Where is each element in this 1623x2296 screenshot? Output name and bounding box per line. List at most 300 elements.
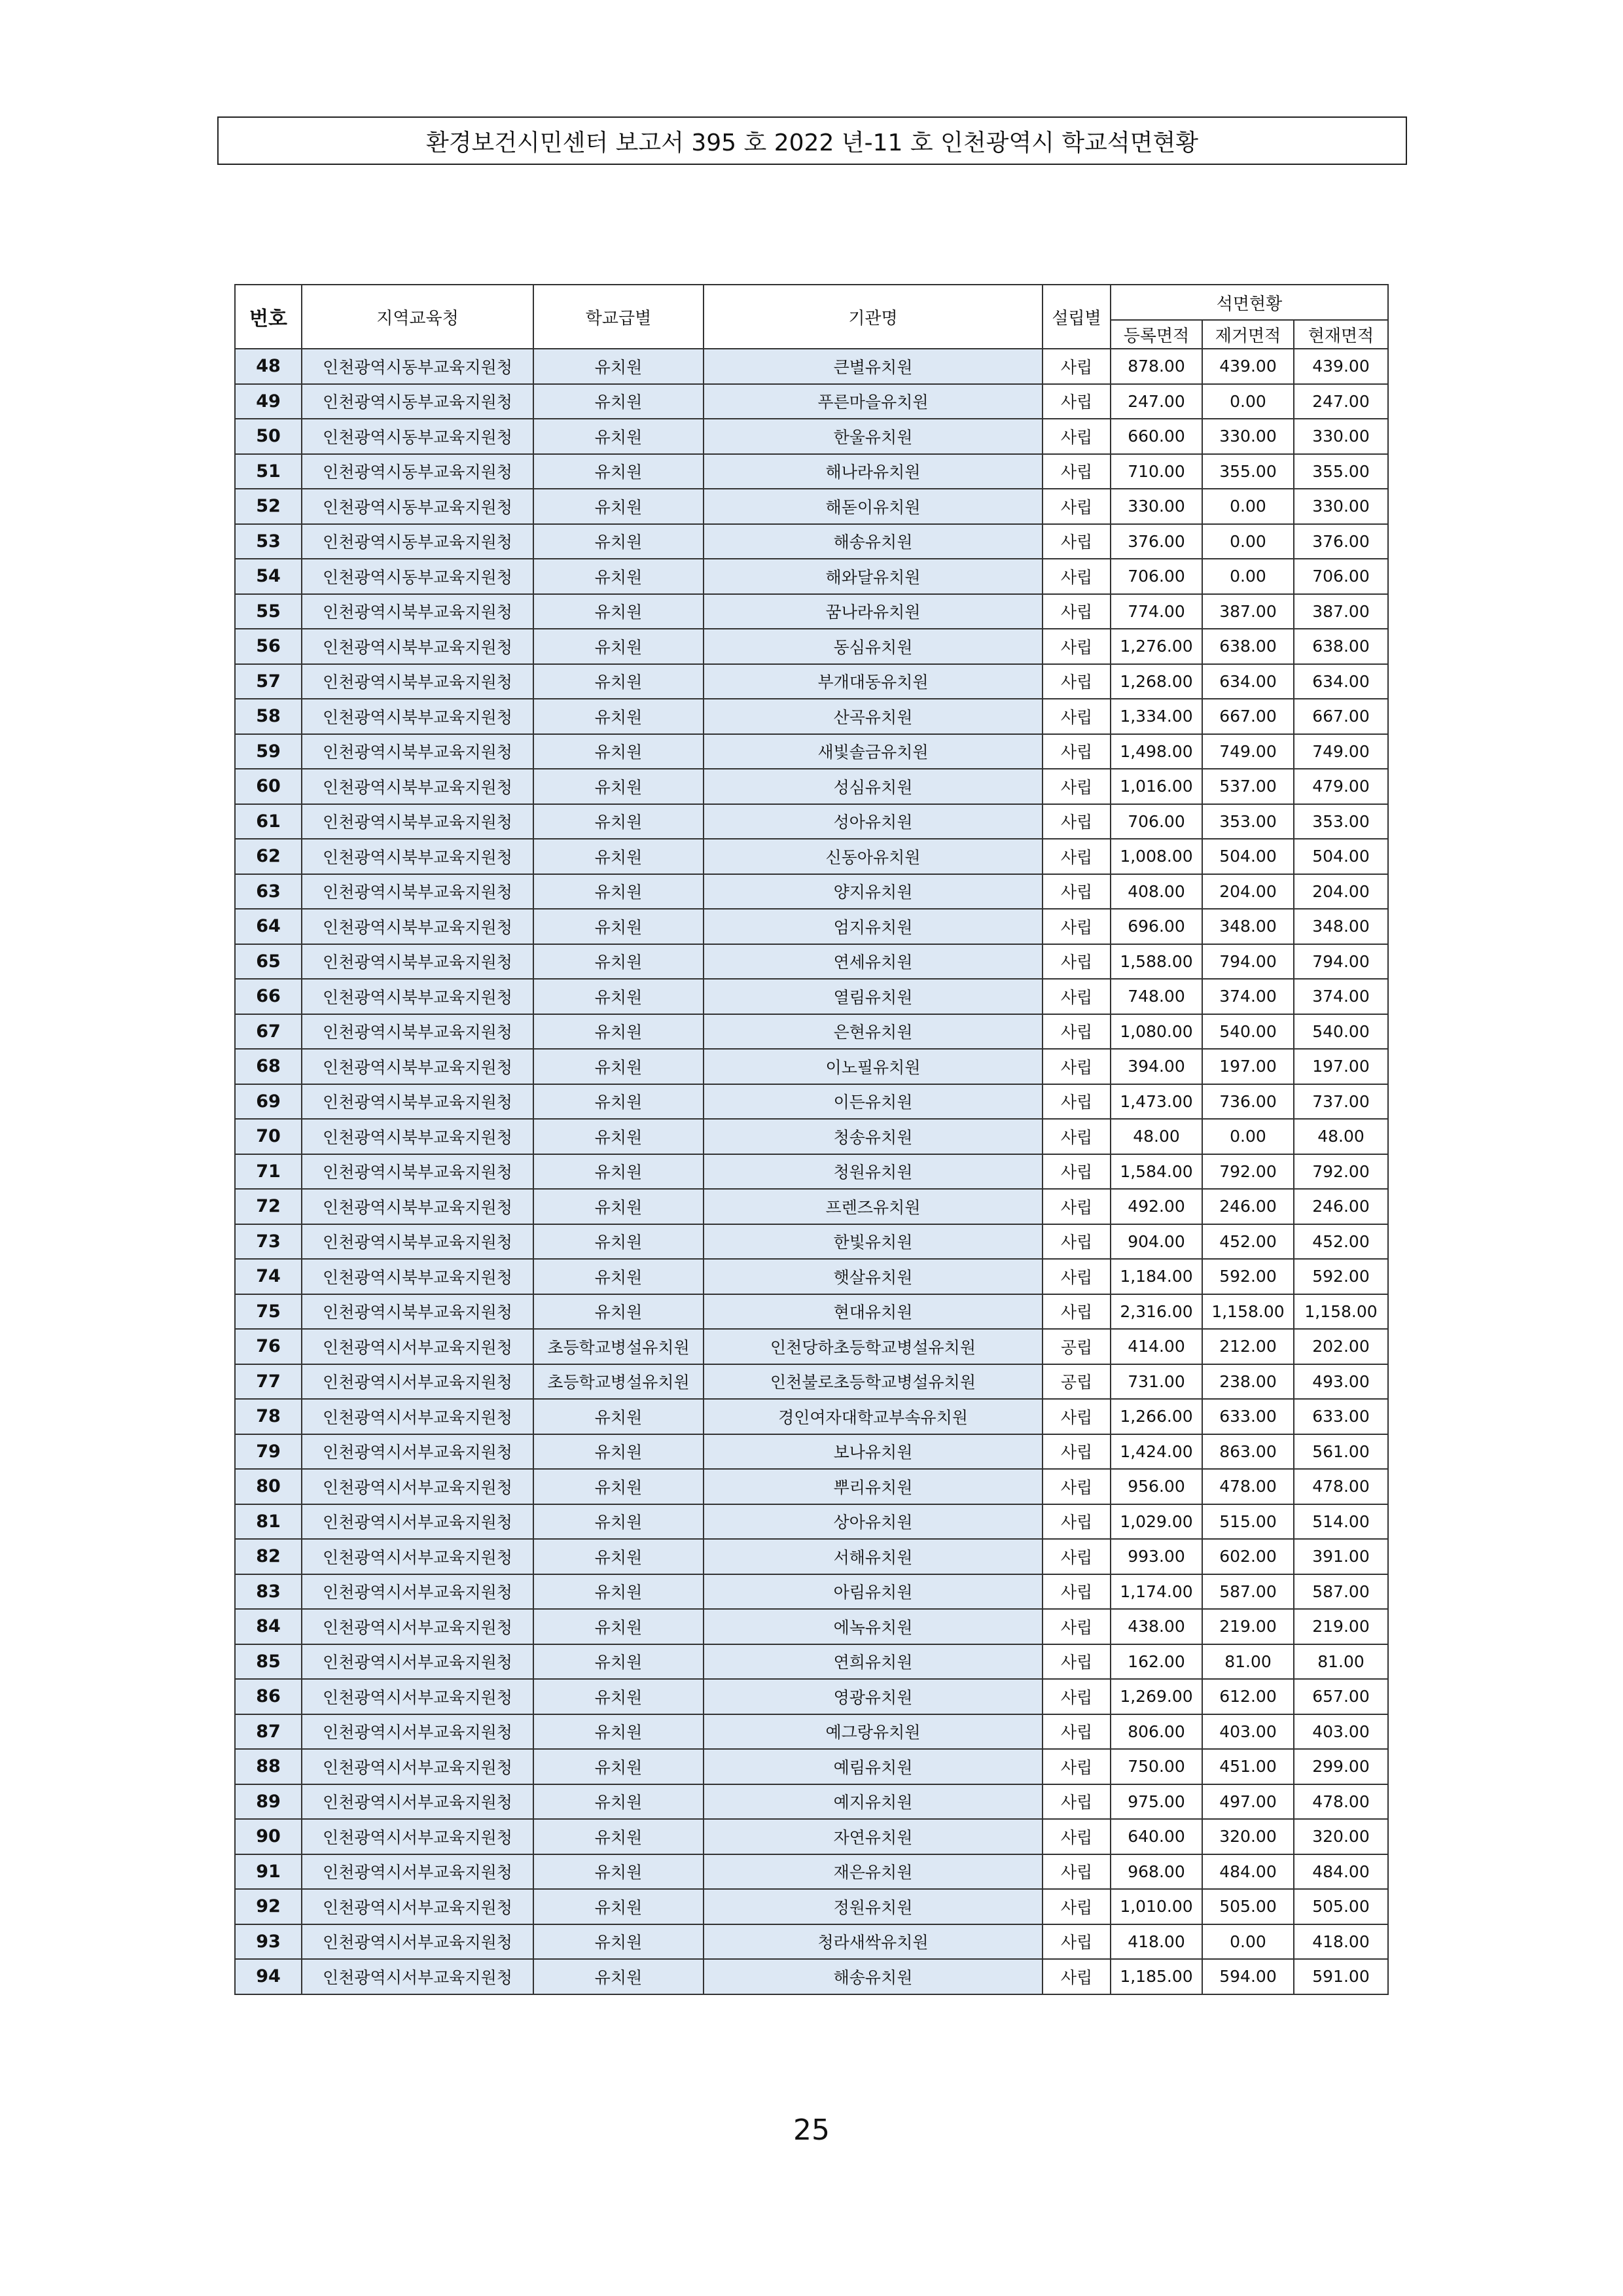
row-region: 인천광역시서부교육지원청 — [302, 1924, 533, 1960]
row-number: 74 — [235, 1259, 302, 1294]
row-number: 69 — [235, 1084, 302, 1120]
row-number: 88 — [235, 1749, 302, 1784]
row-region: 인천광역시북부교육지원청 — [302, 664, 533, 699]
row-removed-area: 638.00 — [1202, 629, 1294, 664]
row-removed-area: 515.00 — [1202, 1504, 1294, 1540]
row-registered-area: 993.00 — [1111, 1539, 1202, 1574]
row-school-type: 유치원 — [533, 349, 704, 384]
row-region: 인천광역시북부교육지원청 — [302, 1294, 533, 1330]
row-number: 62 — [235, 839, 302, 874]
table-row — [235, 1434, 1388, 1470]
row-school-type: 유치원 — [533, 979, 704, 1014]
table-row — [235, 1609, 1388, 1644]
row-region: 인천광역시북부교육지원청 — [302, 1224, 533, 1260]
row-number: 73 — [235, 1224, 302, 1260]
row-region: 인천광역시서부교육지원청 — [302, 1504, 533, 1540]
row-number: 63 — [235, 874, 302, 910]
row-establishment: 사립 — [1043, 1609, 1111, 1644]
row-registered-area: 748.00 — [1111, 979, 1202, 1014]
table-row — [235, 1784, 1388, 1820]
row-school-type: 유치원 — [533, 384, 704, 419]
row-region: 인천광역시서부교육지원청 — [302, 1469, 533, 1504]
table-row — [235, 454, 1388, 489]
row-current-area: 219.00 — [1294, 1609, 1388, 1644]
row-registered-area: 904.00 — [1111, 1224, 1202, 1260]
row-current-area: 348.00 — [1294, 909, 1388, 944]
row-establishment: 사립 — [1043, 664, 1111, 699]
row-school-type: 유치원 — [533, 1294, 704, 1330]
row-removed-area: 81.00 — [1202, 1644, 1294, 1680]
row-school-type: 유치원 — [533, 1959, 704, 1994]
row-school-type: 유치원 — [533, 734, 704, 769]
row-current-area: 592.00 — [1294, 1259, 1388, 1294]
col-header-establishment: 설립별 — [1043, 285, 1111, 349]
row-removed-area: 587.00 — [1202, 1574, 1294, 1610]
row-school-type: 유치원 — [533, 1224, 704, 1260]
row-region: 인천광역시서부교육지원청 — [302, 1574, 533, 1610]
row-school-type: 유치원 — [533, 524, 704, 559]
row-removed-area: 320.00 — [1202, 1819, 1294, 1854]
row-removed-area: 403.00 — [1202, 1714, 1294, 1750]
row-institution-name: 해송유치원 — [704, 524, 1043, 559]
table-row — [235, 1819, 1388, 1854]
row-current-area: 587.00 — [1294, 1574, 1388, 1610]
row-school-type: 유치원 — [533, 1434, 704, 1470]
row-establishment: 사립 — [1043, 1924, 1111, 1960]
row-current-area: 48.00 — [1294, 1119, 1388, 1154]
row-region: 인천광역시북부교육지원청 — [302, 769, 533, 804]
row-institution-name: 산곡유치원 — [704, 699, 1043, 734]
row-region: 인천광역시북부교육지원청 — [302, 629, 533, 664]
table-row — [235, 1469, 1388, 1504]
row-number: 58 — [235, 699, 302, 734]
row-establishment: 사립 — [1043, 489, 1111, 524]
table-row — [235, 1084, 1388, 1120]
row-institution-name: 엄지유치원 — [704, 909, 1043, 944]
row-establishment: 사립 — [1043, 1294, 1111, 1330]
row-institution-name: 큰별유치원 — [704, 349, 1043, 384]
row-registered-area: 878.00 — [1111, 349, 1202, 384]
row-region: 인천광역시동부교육지원청 — [302, 454, 533, 489]
row-establishment: 사립 — [1043, 1224, 1111, 1260]
row-institution-name: 프렌즈유치원 — [704, 1189, 1043, 1224]
row-number: 91 — [235, 1854, 302, 1890]
row-current-area: 706.00 — [1294, 559, 1388, 594]
row-registered-area: 1,473.00 — [1111, 1084, 1202, 1120]
row-establishment: 사립 — [1043, 1504, 1111, 1540]
row-registered-area: 806.00 — [1111, 1714, 1202, 1750]
table-row — [235, 1259, 1388, 1294]
row-number: 79 — [235, 1434, 302, 1470]
row-institution-name: 연희유치원 — [704, 1644, 1043, 1680]
row-removed-area: 667.00 — [1202, 699, 1294, 734]
row-number: 86 — [235, 1679, 302, 1714]
row-removed-area: 439.00 — [1202, 349, 1294, 384]
row-school-type: 유치원 — [533, 454, 704, 489]
col-header-removed-area: 제거면적 — [1202, 320, 1294, 349]
row-current-area: 330.00 — [1294, 489, 1388, 524]
row-institution-name: 꿈나라유치원 — [704, 594, 1043, 629]
row-removed-area: 749.00 — [1202, 734, 1294, 769]
row-institution-name: 예림유치원 — [704, 1749, 1043, 1784]
row-region: 인천광역시동부교육지원청 — [302, 524, 533, 559]
row-establishment: 사립 — [1043, 454, 1111, 489]
row-registered-area: 408.00 — [1111, 874, 1202, 910]
row-institution-name: 은현유치원 — [704, 1014, 1043, 1050]
row-current-area: 320.00 — [1294, 1819, 1388, 1854]
row-institution-name: 신동아유치원 — [704, 839, 1043, 874]
row-institution-name: 보나유치원 — [704, 1434, 1043, 1470]
row-registered-area: 956.00 — [1111, 1469, 1202, 1504]
row-number: 61 — [235, 804, 302, 839]
table-row — [235, 979, 1388, 1014]
row-registered-area: 418.00 — [1111, 1924, 1202, 1960]
row-institution-name: 열림유치원 — [704, 979, 1043, 1014]
row-current-area: 484.00 — [1294, 1854, 1388, 1890]
row-current-area: 505.00 — [1294, 1889, 1388, 1924]
row-school-type: 유치원 — [533, 1749, 704, 1784]
row-removed-area: 330.00 — [1202, 419, 1294, 454]
row-number: 72 — [235, 1189, 302, 1224]
row-school-type: 유치원 — [533, 489, 704, 524]
table-row — [235, 1504, 1388, 1540]
row-establishment: 사립 — [1043, 1714, 1111, 1750]
row-region: 인천광역시북부교육지원청 — [302, 1014, 533, 1050]
row-removed-area: 348.00 — [1202, 909, 1294, 944]
row-registered-area: 1,016.00 — [1111, 769, 1202, 804]
row-establishment: 사립 — [1043, 1014, 1111, 1050]
row-establishment: 사립 — [1043, 594, 1111, 629]
row-removed-area: 0.00 — [1202, 1119, 1294, 1154]
asbestos-status-table — [234, 284, 1389, 1995]
row-removed-area: 246.00 — [1202, 1189, 1294, 1224]
row-region: 인천광역시서부교육지원청 — [302, 1434, 533, 1470]
table-row — [235, 384, 1388, 419]
table-row — [235, 1294, 1388, 1330]
row-current-area: 633.00 — [1294, 1399, 1388, 1434]
row-number: 83 — [235, 1574, 302, 1610]
row-region: 인천광역시서부교육지원청 — [302, 1364, 533, 1400]
row-establishment: 사립 — [1043, 559, 1111, 594]
row-region: 인천광역시북부교육지원청 — [302, 1154, 533, 1190]
row-removed-area: 451.00 — [1202, 1749, 1294, 1784]
row-institution-name: 뿌리유치원 — [704, 1469, 1043, 1504]
row-removed-area: 0.00 — [1202, 524, 1294, 559]
report-title: 환경보건시민센터 보고서 395 호 2022 년-11 호 인천광역시 학교석면현황 — [425, 129, 1199, 156]
row-region: 인천광역시서부교육지원청 — [302, 1819, 533, 1854]
row-region: 인천광역시북부교육지원청 — [302, 1119, 533, 1154]
row-institution-name: 동심유치원 — [704, 629, 1043, 664]
row-current-area: 792.00 — [1294, 1154, 1388, 1190]
row-removed-area: 505.00 — [1202, 1889, 1294, 1924]
row-region: 인천광역시서부교육지원청 — [302, 1854, 533, 1890]
row-establishment: 공립 — [1043, 1364, 1111, 1400]
row-number: 50 — [235, 419, 302, 454]
row-school-type: 유치원 — [533, 1609, 704, 1644]
row-registered-area: 640.00 — [1111, 1819, 1202, 1854]
row-current-area: 330.00 — [1294, 419, 1388, 454]
table-row — [235, 559, 1388, 594]
row-registered-area: 710.00 — [1111, 454, 1202, 489]
row-school-type: 유치원 — [533, 1189, 704, 1224]
row-establishment: 사립 — [1043, 734, 1111, 769]
row-establishment: 사립 — [1043, 699, 1111, 734]
row-removed-area: 612.00 — [1202, 1679, 1294, 1714]
row-removed-area: 792.00 — [1202, 1154, 1294, 1190]
row-institution-name: 해돋이유치원 — [704, 489, 1043, 524]
row-removed-area: 238.00 — [1202, 1364, 1294, 1400]
row-school-type: 유치원 — [533, 559, 704, 594]
table-row — [235, 594, 1388, 629]
row-removed-area: 355.00 — [1202, 454, 1294, 489]
row-number: 60 — [235, 769, 302, 804]
row-current-area: 353.00 — [1294, 804, 1388, 839]
row-school-type: 초등학교병설유치원 — [533, 1329, 704, 1364]
row-removed-area: 633.00 — [1202, 1399, 1294, 1434]
row-school-type: 유치원 — [533, 1854, 704, 1890]
row-establishment: 사립 — [1043, 1119, 1111, 1154]
row-institution-name: 에녹유치원 — [704, 1609, 1043, 1644]
row-institution-name: 자연유치원 — [704, 1819, 1043, 1854]
row-region: 인천광역시서부교육지원청 — [302, 1679, 533, 1714]
row-establishment: 사립 — [1043, 629, 1111, 664]
row-current-area: 403.00 — [1294, 1714, 1388, 1750]
row-institution-name: 푸른마을유치원 — [704, 384, 1043, 419]
table-row — [235, 1539, 1388, 1574]
row-current-area: 540.00 — [1294, 1014, 1388, 1050]
table-row — [235, 1959, 1388, 1994]
row-registered-area: 750.00 — [1111, 1749, 1202, 1784]
row-establishment: 사립 — [1043, 979, 1111, 1014]
row-school-type: 유치원 — [533, 629, 704, 664]
col-header-registered-area: 등록면적 — [1111, 320, 1202, 349]
table-row — [235, 699, 1388, 734]
row-number: 70 — [235, 1119, 302, 1154]
row-registered-area: 706.00 — [1111, 804, 1202, 839]
table-row — [235, 1574, 1388, 1610]
table-row — [235, 524, 1388, 559]
row-number: 53 — [235, 524, 302, 559]
row-school-type: 유치원 — [533, 769, 704, 804]
row-current-area: 504.00 — [1294, 839, 1388, 874]
row-establishment: 사립 — [1043, 1189, 1111, 1224]
row-current-area: 794.00 — [1294, 944, 1388, 980]
row-institution-name: 한빛유치원 — [704, 1224, 1043, 1260]
col-header-school-type: 학교급별 — [533, 285, 704, 349]
page-number: 25 — [793, 2113, 830, 2147]
row-registered-area: 1,029.00 — [1111, 1504, 1202, 1540]
row-registered-area: 1,008.00 — [1111, 839, 1202, 874]
row-number: 94 — [235, 1959, 302, 1994]
row-current-area: 299.00 — [1294, 1749, 1388, 1784]
row-establishment: 사립 — [1043, 1819, 1111, 1854]
row-registered-area: 1,010.00 — [1111, 1889, 1202, 1924]
row-removed-area: 540.00 — [1202, 1014, 1294, 1050]
row-number: 51 — [235, 454, 302, 489]
row-current-area: 493.00 — [1294, 1364, 1388, 1400]
row-registered-area: 731.00 — [1111, 1364, 1202, 1400]
row-registered-area: 1,498.00 — [1111, 734, 1202, 769]
row-institution-name: 해와달유치원 — [704, 559, 1043, 594]
row-number: 55 — [235, 594, 302, 629]
row-removed-area: 212.00 — [1202, 1329, 1294, 1364]
row-registered-area: 414.00 — [1111, 1329, 1202, 1364]
col-header-institution: 기관명 — [704, 285, 1043, 349]
col-header-current-area: 현재면적 — [1294, 320, 1388, 349]
row-school-type: 유치원 — [533, 1154, 704, 1190]
row-region: 인천광역시서부교육지원청 — [302, 1959, 533, 1994]
table-row — [235, 1189, 1388, 1224]
row-removed-area: 353.00 — [1202, 804, 1294, 839]
row-institution-name: 새빛솔금유치원 — [704, 734, 1043, 769]
row-institution-name: 예그랑유치원 — [704, 1714, 1043, 1750]
row-number: 84 — [235, 1609, 302, 1644]
row-removed-area: 537.00 — [1202, 769, 1294, 804]
table-row — [235, 769, 1388, 804]
row-number: 77 — [235, 1364, 302, 1400]
row-school-type: 유치원 — [533, 1889, 704, 1924]
row-school-type: 유치원 — [533, 1049, 704, 1084]
row-establishment: 사립 — [1043, 1084, 1111, 1120]
table-row — [235, 909, 1388, 944]
row-region: 인천광역시북부교육지원청 — [302, 1084, 533, 1120]
row-school-type: 유치원 — [533, 804, 704, 839]
row-registered-area: 438.00 — [1111, 1609, 1202, 1644]
table-row — [235, 1679, 1388, 1714]
row-current-area: 667.00 — [1294, 699, 1388, 734]
row-school-type: 초등학교병설유치원 — [533, 1364, 704, 1400]
row-region: 인천광역시동부교육지원청 — [302, 489, 533, 524]
row-establishment: 사립 — [1043, 349, 1111, 384]
row-registered-area: 1,174.00 — [1111, 1574, 1202, 1610]
row-removed-area: 387.00 — [1202, 594, 1294, 629]
row-number: 90 — [235, 1819, 302, 1854]
row-removed-area: 204.00 — [1202, 874, 1294, 910]
row-institution-name: 인천불로초등학교병설유치원 — [704, 1364, 1043, 1400]
table-row — [235, 839, 1388, 874]
row-registered-area: 1,185.00 — [1111, 1959, 1202, 1994]
row-number: 56 — [235, 629, 302, 664]
row-institution-name: 청원유치원 — [704, 1154, 1043, 1190]
row-establishment: 사립 — [1043, 524, 1111, 559]
row-number: 59 — [235, 734, 302, 769]
row-removed-area: 863.00 — [1202, 1434, 1294, 1470]
row-current-area: 591.00 — [1294, 1959, 1388, 1994]
row-region: 인천광역시동부교육지원청 — [302, 384, 533, 419]
row-current-area: 452.00 — [1294, 1224, 1388, 1260]
row-establishment: 사립 — [1043, 1469, 1111, 1504]
row-current-area: 81.00 — [1294, 1644, 1388, 1680]
row-number: 54 — [235, 559, 302, 594]
table-row — [235, 1399, 1388, 1434]
row-region: 인천광역시북부교육지원청 — [302, 1049, 533, 1084]
table-row — [235, 944, 1388, 980]
row-current-area: 387.00 — [1294, 594, 1388, 629]
row-school-type: 유치원 — [533, 1539, 704, 1574]
row-current-area: 418.00 — [1294, 1924, 1388, 1960]
row-institution-name: 성아유치원 — [704, 804, 1043, 839]
table-row — [235, 664, 1388, 699]
row-removed-area: 484.00 — [1202, 1854, 1294, 1890]
table-row — [235, 1049, 1388, 1084]
row-registered-area: 1,584.00 — [1111, 1154, 1202, 1190]
row-current-area: 202.00 — [1294, 1329, 1388, 1364]
row-number: 89 — [235, 1784, 302, 1820]
row-current-area: 204.00 — [1294, 874, 1388, 910]
row-number: 81 — [235, 1504, 302, 1540]
row-region: 인천광역시서부교육지원청 — [302, 1714, 533, 1750]
row-institution-name: 재은유치원 — [704, 1854, 1043, 1890]
row-region: 인천광역시북부교육지원청 — [302, 944, 533, 980]
row-number: 75 — [235, 1294, 302, 1330]
row-current-area: 749.00 — [1294, 734, 1388, 769]
row-region: 인천광역시북부교육지원청 — [302, 1259, 533, 1294]
row-current-area: 479.00 — [1294, 769, 1388, 804]
table-row — [235, 419, 1388, 454]
row-region: 인천광역시동부교육지원청 — [302, 349, 533, 384]
row-removed-area: 736.00 — [1202, 1084, 1294, 1120]
row-registered-area: 330.00 — [1111, 489, 1202, 524]
table-row — [235, 1364, 1388, 1400]
table-row — [235, 629, 1388, 664]
row-registered-area: 1,080.00 — [1111, 1014, 1202, 1050]
row-institution-name: 경인여자대학교부속유치원 — [704, 1399, 1043, 1434]
row-number: 78 — [235, 1399, 302, 1434]
row-institution-name: 성심유치원 — [704, 769, 1043, 804]
row-establishment: 사립 — [1043, 1679, 1111, 1714]
row-school-type: 유치원 — [533, 839, 704, 874]
row-establishment: 사립 — [1043, 1574, 1111, 1610]
table-row — [235, 1154, 1388, 1190]
row-establishment: 사립 — [1043, 1784, 1111, 1820]
row-removed-area: 0.00 — [1202, 1924, 1294, 1960]
row-school-type: 유치원 — [533, 1679, 704, 1714]
row-removed-area: 0.00 — [1202, 384, 1294, 419]
row-removed-area: 0.00 — [1202, 559, 1294, 594]
row-current-area: 391.00 — [1294, 1539, 1388, 1574]
row-number: 57 — [235, 664, 302, 699]
row-region: 인천광역시서부교육지원청 — [302, 1539, 533, 1574]
row-school-type: 유치원 — [533, 1469, 704, 1504]
row-removed-area: 374.00 — [1202, 979, 1294, 1014]
row-region: 인천광역시동부교육지원청 — [302, 419, 533, 454]
row-region: 인천광역시서부교육지원청 — [302, 1644, 533, 1680]
row-registered-area: 1,588.00 — [1111, 944, 1202, 980]
row-number: 66 — [235, 979, 302, 1014]
col-header-region: 지역교육청 — [302, 285, 533, 349]
row-institution-name: 상아유치원 — [704, 1504, 1043, 1540]
row-number: 76 — [235, 1329, 302, 1364]
table-row — [235, 1119, 1388, 1154]
row-institution-name: 부개대동유치원 — [704, 664, 1043, 699]
row-registered-area: 1,276.00 — [1111, 629, 1202, 664]
row-region: 인천광역시서부교육지원청 — [302, 1609, 533, 1644]
row-region: 인천광역시서부교육지원청 — [302, 1784, 533, 1820]
row-number: 71 — [235, 1154, 302, 1190]
row-school-type: 유치원 — [533, 1644, 704, 1680]
row-school-type: 유치원 — [533, 1714, 704, 1750]
row-registered-area: 968.00 — [1111, 1854, 1202, 1890]
row-current-area: 478.00 — [1294, 1469, 1388, 1504]
row-registered-area: 1,266.00 — [1111, 1399, 1202, 1434]
col-header-asbestos-status: 석면현황 — [1111, 285, 1388, 320]
row-school-type: 유치원 — [533, 419, 704, 454]
row-institution-name: 이노필유치원 — [704, 1049, 1043, 1084]
row-current-area: 374.00 — [1294, 979, 1388, 1014]
row-registered-area: 48.00 — [1111, 1119, 1202, 1154]
row-current-area: 1,158.00 — [1294, 1294, 1388, 1330]
row-institution-name: 예지유치원 — [704, 1784, 1043, 1820]
